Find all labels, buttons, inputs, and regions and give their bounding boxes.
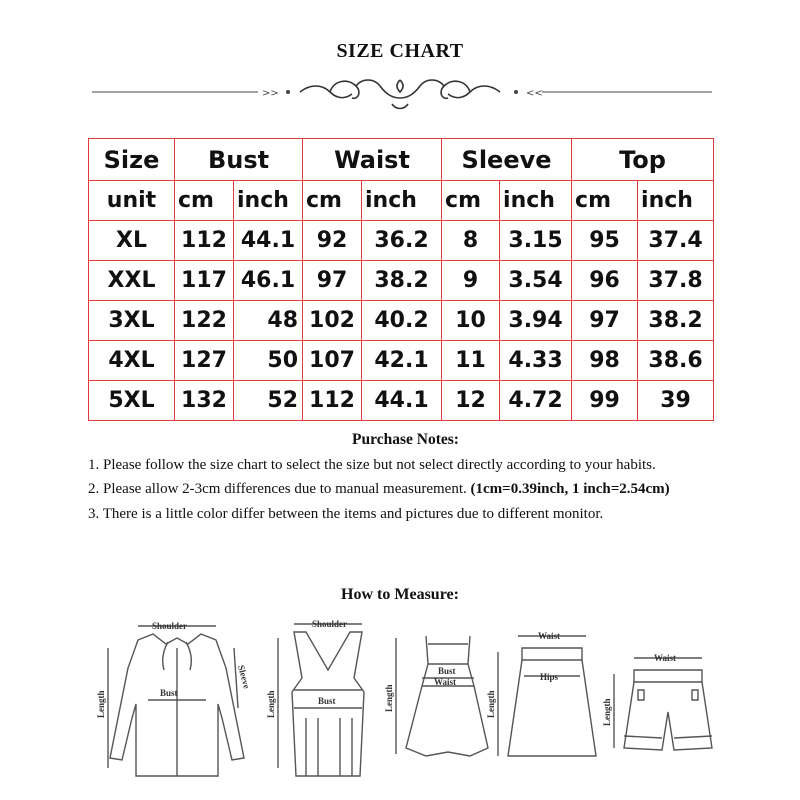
length-label: Length — [96, 690, 106, 718]
value-cell: 8 — [442, 221, 500, 261]
page-title: SIZE CHART — [336, 40, 464, 62]
header-cell: Top — [572, 139, 714, 181]
value-cell: 39 — [638, 381, 714, 421]
note-1: 1. Please follow the size chart to select the size but not select directly according to your habits. — [88, 456, 656, 473]
value-cell: 44.1 — [234, 221, 303, 261]
value-cell: 46.1 — [234, 261, 303, 301]
size-cell: 5XL — [89, 381, 175, 421]
value-cell: 9 — [442, 261, 500, 301]
waist-label: Waist — [538, 631, 561, 641]
purchase-notes — [88, 428, 728, 526]
note-3: 3. There is a little color differ between the items and pictures due to different monitor. — [88, 505, 604, 522]
value-cell: 117 — [175, 261, 234, 301]
header-cell: Size — [89, 139, 175, 181]
value-cell: 92 — [303, 221, 362, 261]
value-cell: 38.2 — [638, 301, 714, 341]
notes-title: Purchase Notes: — [352, 431, 459, 448]
value-cell: 11 — [442, 341, 500, 381]
value-cell: 48 — [234, 301, 303, 341]
value-cell: 132 — [175, 381, 234, 421]
value-cell: 44.1 — [362, 381, 442, 421]
table-row — [89, 301, 714, 341]
value-cell: 112 — [303, 381, 362, 421]
table-row — [89, 341, 714, 381]
size-cell: 3XL — [89, 301, 175, 341]
dress-icon — [396, 636, 488, 756]
size-table — [88, 138, 714, 421]
value-cell: 40.2 — [362, 301, 442, 341]
length-label: Length — [486, 690, 496, 718]
table-row — [89, 221, 714, 261]
header-cell: Waist — [303, 139, 442, 181]
note-2 — [88, 477, 728, 502]
bust-label: Bust — [438, 666, 456, 676]
value-cell: 10 — [442, 301, 500, 341]
value-cell: 36.2 — [362, 221, 442, 261]
header-cell: Bust — [175, 139, 303, 181]
value-cell: 97 — [572, 301, 638, 341]
value-cell: 95 — [572, 221, 638, 261]
size-cell: 4XL — [89, 341, 175, 381]
value-cell: 96 — [572, 261, 638, 301]
unit-cell: inch — [234, 181, 303, 221]
table-unit-row — [89, 181, 714, 221]
size-cell: XXL — [89, 261, 175, 301]
value-cell: 4.33 — [500, 341, 572, 381]
skirt-icon — [498, 636, 596, 756]
unit-cell: cm — [572, 181, 638, 221]
waist-label: Waist — [434, 677, 457, 687]
value-cell: 4.72 — [500, 381, 572, 421]
length-label: Length — [384, 684, 394, 712]
shorts-icon — [614, 658, 712, 750]
value-cell: 3.15 — [500, 221, 572, 261]
unit-cell: inch — [362, 181, 442, 221]
note-2-text: 2. Please allow 2-3cm differences due to manual measurement. — [88, 481, 471, 497]
unit-cell: unit — [89, 181, 175, 221]
value-cell: 42.1 — [362, 341, 442, 381]
svg-text:<<: << — [526, 88, 543, 99]
value-cell: 102 — [303, 301, 362, 341]
unit-cell: inch — [500, 181, 572, 221]
value-cell: 50 — [234, 341, 303, 381]
shirt-icon — [108, 626, 244, 776]
hips-label: Hips — [540, 672, 559, 682]
measurement-diagrams — [88, 608, 728, 788]
value-cell: 52 — [234, 381, 303, 421]
header-cell: Sleeve — [442, 139, 572, 181]
svg-text:>>: >> — [262, 88, 279, 99]
value-cell: 122 — [175, 301, 234, 341]
value-cell: 99 — [572, 381, 638, 421]
shoulder-label: Shoulder — [312, 619, 348, 629]
bust-label: Bust — [318, 696, 336, 706]
value-cell: 98 — [572, 341, 638, 381]
table-row — [89, 381, 714, 421]
value-cell: 38.6 — [638, 341, 714, 381]
waist-label: Waist — [654, 653, 677, 663]
table-header-row — [89, 139, 714, 181]
unit-cell: cm — [303, 181, 362, 221]
value-cell: 112 — [175, 221, 234, 261]
unit-cell: inch — [638, 181, 714, 221]
value-cell: 3.54 — [500, 261, 572, 301]
sleeve-label: Sleeve — [236, 663, 252, 690]
length-label: Length — [602, 698, 612, 726]
unit-cell: cm — [175, 181, 234, 221]
note-2-conversion: (1cm=0.39inch, 1 inch=2.54cm) — [470, 481, 670, 497]
value-cell: 38.2 — [362, 261, 442, 301]
value-cell: 97 — [303, 261, 362, 301]
bust-label: Bust — [160, 688, 178, 698]
value-cell: 127 — [175, 341, 234, 381]
value-cell: 37.4 — [638, 221, 714, 261]
ornament-divider — [0, 70, 800, 120]
shoulder-label: Shoulder — [152, 621, 188, 631]
size-cell: XL — [89, 221, 175, 261]
value-cell: 12 — [442, 381, 500, 421]
value-cell: 107 — [303, 341, 362, 381]
value-cell: 37.8 — [638, 261, 714, 301]
table-row — [89, 261, 714, 301]
value-cell: 3.94 — [500, 301, 572, 341]
how-to-measure-title: How to Measure: — [341, 586, 459, 603]
length-label: Length — [266, 690, 276, 718]
unit-cell: cm — [442, 181, 500, 221]
